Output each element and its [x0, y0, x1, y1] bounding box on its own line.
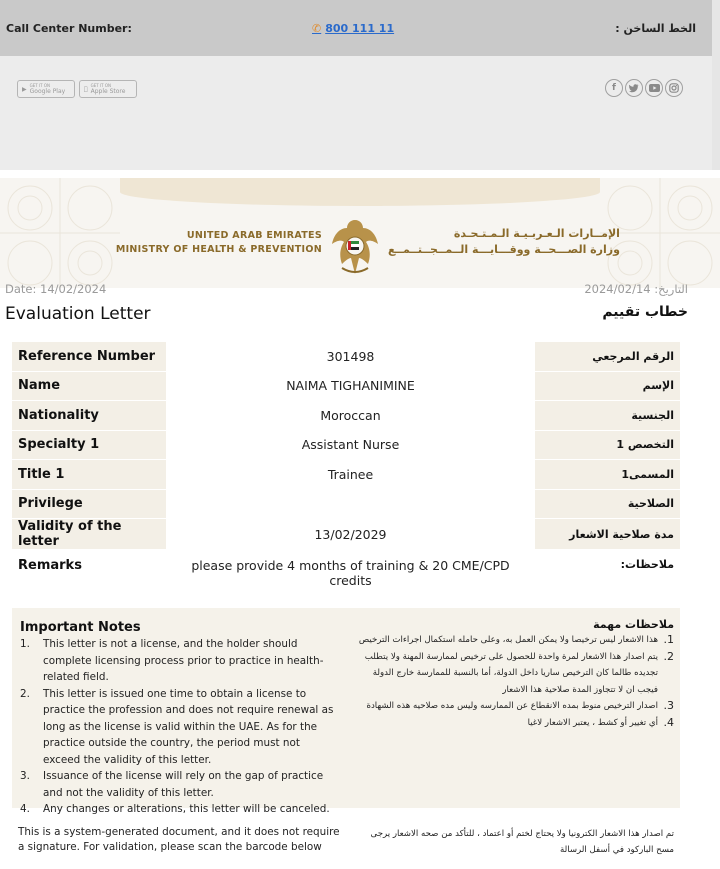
row-label-ar: التخصص 1: [535, 430, 680, 460]
table-row: [12, 460, 680, 490]
list-item: [20, 768, 340, 801]
apple-store-small: GET IT ON: [87, 83, 108, 88]
apple-store-badge[interactable]: [79, 80, 137, 98]
remarks-label-ar: ملاحظات:: [535, 550, 680, 603]
note-number: 1.: [20, 638, 30, 650]
row-label: Title 1: [12, 460, 166, 490]
footer-note-en: This is a system-generated document, and it does not require a signature. For validation, please scan the barcode below: [18, 826, 340, 853]
date-en: Date: 14/02/2024: [5, 282, 107, 296]
ministry-name-en-line: MINISTRY OF HEALTH & PREVENTION: [115, 244, 322, 255]
note-number: 2.: [20, 687, 30, 700]
row-label-ar: مدة صلاحية الاشعار: [535, 519, 680, 550]
ministry-name-ar: [388, 226, 620, 258]
notes-title-en: Important Notes: [20, 620, 141, 635]
table-row: [12, 430, 680, 460]
note-number: 2.: [663, 649, 674, 663]
apple-store-label: Apple Store: [87, 88, 122, 95]
row-label: Validity of the letter: [12, 519, 166, 550]
note-text-ar: أي تغيير أو كشط ، يعتبر الاشعار لاغيا: [527, 717, 658, 728]
note-text: This letter is issued one time to obtain a license to practice the profession and does not require renewal as long as the license is valid within the UAE. As for the practice outside the country, the period must not exceed the validity of this letter.: [43, 687, 334, 766]
table-row: [12, 519, 680, 550]
notes-list-en: [20, 636, 340, 818]
uae-emblem-icon: [330, 216, 380, 278]
notes-title-ar: ملاحظات مهمة: [593, 618, 674, 631]
notes-list-ar: [352, 632, 674, 731]
note-text-ar: هذا الاشعار ليس ترخيصا ولا يمكن العمل به، وعلى حامله استكمال اجراءات الترخيص: [358, 635, 658, 645]
hotline-label-ar: الخط الساخن :: [615, 22, 696, 35]
row-value: 301498: [166, 342, 535, 371]
list-item: [20, 636, 340, 686]
facebook-icon[interactable]: f: [605, 79, 623, 97]
store-social-band: [0, 56, 712, 170]
social-links: [605, 79, 683, 97]
row-label: Nationality: [12, 401, 166, 431]
table-row: [12, 401, 680, 431]
row-value: [166, 489, 535, 519]
row-value: Assistant Nurse: [166, 430, 535, 460]
uae-name-en: UNITED ARAB EMIRATES: [186, 230, 322, 241]
list-item: [352, 698, 674, 715]
row-value: Moroccan: [166, 401, 535, 431]
decorative-pattern-left: [0, 178, 120, 288]
row-value: NAIMA TIGHANIMINE: [166, 371, 535, 401]
row-label-ar: الإسم: [535, 371, 680, 401]
evaluation-info-table: [12, 342, 680, 603]
table-row: [12, 342, 680, 371]
footer-note-ar: تم اصدار هذا الاشعار الكترونيا ولا يحتاج لختم أو اعتماد ، للتأكد من صحه الاشعار يرجى مسح الباركود في أسفل الرسالة: [370, 829, 674, 855]
scrollbar[interactable]: [712, 0, 720, 170]
note-text-ar: يتم اصدار هذا الاشعار لمرة واحدة للحصول على ترخيص لممارسة المهنة ولا يتطلب تجديده طالما كان الترخيص ساريا داخل الدولة، أما بالنسبة للممارسة خارج الدولة فيجب ان لا تتجاوز المدة صلاحية هذا الاشعار: [364, 651, 658, 695]
note-text: Issuance of the license will rely on the gap of practice and not the validity of this letter.: [43, 770, 324, 799]
remarks-value: please provide 4 months of training & 20 CME/CPD credits: [166, 550, 535, 603]
google-play-small: GET IT ON: [29, 83, 51, 88]
note-number: 4.: [20, 803, 30, 815]
remarks-row: [12, 550, 680, 603]
table-row: [12, 371, 680, 401]
row-label: Specialty 1: [12, 430, 166, 460]
row-label: Reference Number: [12, 342, 166, 371]
date-ar: التاريخ: 2024/02/14: [584, 282, 688, 296]
letter-title-ar: خطاب تقييم: [602, 304, 688, 320]
row-label: Name: [12, 371, 166, 401]
instagram-icon[interactable]: [665, 79, 683, 97]
google-play-icon: ▶: [22, 85, 27, 93]
row-label-ar: المسمى1: [535, 460, 680, 490]
apple-icon: [84, 86, 88, 93]
row-label-ar: الرقم المرجعي: [535, 342, 680, 371]
ministry-name-en: [116, 229, 322, 257]
remarks-label: Remarks: [12, 550, 166, 603]
call-center-label: Call Center Number:: [6, 22, 132, 35]
list-item: [20, 801, 340, 818]
row-label-ar: الجنسية: [535, 401, 680, 431]
google-play-badge[interactable]: [17, 80, 75, 98]
row-value: Trainee: [166, 460, 535, 490]
letterhead-arc: [120, 178, 600, 206]
note-text: This letter is not a license, and the holder should complete licensing process prior to practice in health-related field.: [43, 638, 324, 683]
google-play-label: Google Play: [29, 88, 66, 95]
call-center-bar: [0, 0, 712, 56]
row-label-ar: الصلاحية: [535, 489, 680, 519]
note-text: Any changes or alterations, this letter will be canceled.: [43, 803, 330, 815]
note-number: 3.: [20, 770, 30, 782]
table-row: [12, 489, 680, 519]
list-item: [352, 649, 674, 699]
row-value: 13/02/2029: [166, 519, 535, 550]
note-number: 1.: [663, 633, 674, 646]
note-text-ar: اصدار الترخيص منوط بمده الانقطاع عن الممارسه وليس مده صلاحيه هذه الشهادة: [366, 701, 658, 711]
uae-name-ar: الإمــارات الـعـربـيـة الـمـتـحـدة: [453, 227, 620, 240]
list-item: [352, 715, 674, 732]
call-center-number[interactable]: 800 111 11: [325, 22, 395, 35]
twitter-icon[interactable]: [625, 79, 643, 97]
letter-title-en: Evaluation Letter: [5, 304, 151, 324]
phone-icon: ✆: [312, 22, 322, 35]
note-number: 3.: [663, 699, 674, 712]
ministry-name-ar-line: وزارة الصـــحــة ووقـــايـــة الــمــجــتــمــع: [388, 243, 620, 256]
important-notes-box: [12, 608, 680, 815]
list-item: [20, 686, 340, 769]
list-item: [352, 632, 674, 649]
call-center-number-link[interactable]: [312, 22, 394, 35]
youtube-icon[interactable]: [645, 79, 663, 97]
note-number: 4.: [663, 715, 674, 729]
row-label: Privilege: [12, 489, 166, 519]
